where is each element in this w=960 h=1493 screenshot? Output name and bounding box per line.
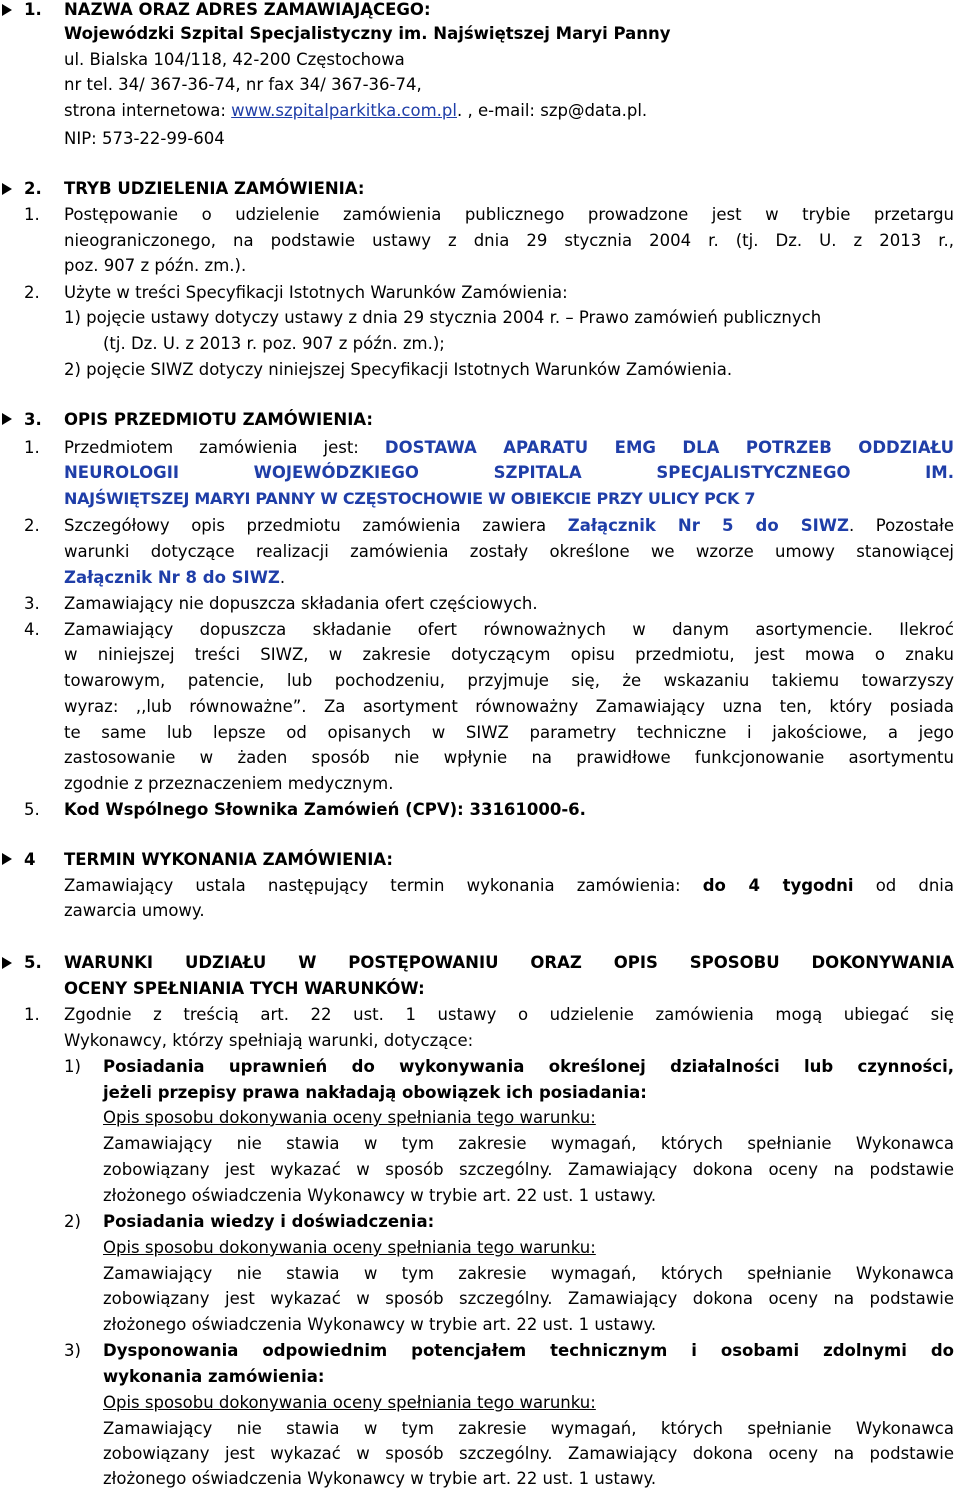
website-link[interactable]: www.szpitalparkitka.com.pl [231, 101, 457, 120]
bullet-arrow-icon [2, 853, 12, 865]
assessment-text: złożonego oświadczenia Wykonawcy w trybie art. 22 ust. 1 ustawy. [103, 1469, 657, 1488]
section-title: WARUNKI UDZIAŁU W POSTĘPOWANIU ORAZ OPIS SPOSOBU DOKONYWANIA [64, 953, 954, 972]
section-number: 2. [24, 179, 42, 198]
section-title: TRYB UDZIELENIA ZAMÓWIENIA: [64, 179, 365, 198]
paragraph-line: Załącznik Nr 8 do SIWZ. [64, 568, 286, 587]
paragraph-line: Zamawiający nie dopuszcza składania ofert częściowych. [64, 594, 538, 613]
paragraph-line: w niniejszej treści SIWZ, w zakresie dotyczącym opisu przedmiotu, jest mowa o znaku [64, 645, 954, 664]
assessment-text: złożonego oświadczenia Wykonawcy w trybie art. 22 ust. 1 ustawy. [103, 1186, 657, 1205]
assessment-text: Zamawiający nie stawia w tym zakresie wymagań, których spełnianie Wykonawca [103, 1264, 954, 1283]
paragraph-line: Użyte w treści Specyfikacji Istotnych Warunków Zamówienia: [64, 283, 568, 302]
section-title: OPIS PRZEDMIOTU ZAMÓWIENIA: [64, 410, 374, 429]
section-title: NAZWA ORAZ ADRES ZAMAWIAJĄCEGO: [64, 0, 431, 19]
condition-number: 3) [64, 1341, 81, 1360]
condition-title: jeżeli przepisy prawa nakładają obowiązek ich posiadania: [103, 1083, 647, 1102]
item-number: 2. [24, 516, 40, 535]
address-street: ul. Bialska 104/118, 42-200 Częstochowa [64, 50, 405, 69]
condition-title: Dysponowania odpowiednim potencjałem technicznym i osobami zdolnymi do [103, 1341, 954, 1360]
sub-item: (tj. Dz. U. z 2013 r. poz. 907 z późn. zm.); [103, 334, 445, 353]
paragraph-line: Szczegółowy opis przedmiotu zamówienia zawiera Załącznik Nr 5 do SIWZ. Pozostałe [64, 516, 954, 535]
item-number: 1. [24, 205, 40, 224]
assessment-text: zobowiązany jest wykazać w sposób szczególny. Zamawiający dokona oceny na podstawie [103, 1289, 954, 1308]
paragraph-line: Postępowanie o udzielenie zamówienia publicznego prowadzone jest w trybie przetargu [64, 205, 954, 224]
item-number: 4. [24, 620, 40, 639]
assessment-text: zobowiązany jest wykazać w sposób szczególny. Zamawiający dokona oceny na podstawie [103, 1160, 954, 1179]
subject-title: DOSTAWA APARATU EMG DLA POTRZEB ODDZIAŁU [384, 438, 954, 457]
paragraph-line: Zgodnie z treścią art. 22 ust. 1 ustawy o udzielenie zamówienia mogą ubiegać się [64, 1005, 954, 1024]
bullet-arrow-icon [2, 4, 12, 16]
section-number: 3. [24, 410, 42, 429]
address-phone: nr tel. 34/ 367-36-74, nr fax 34/ 367-36-74, [64, 75, 422, 94]
bullet-arrow-icon [2, 413, 12, 425]
paragraph-line: towarowym, patencie, lub pochodzeniu, przyjmuje się, że wskazaniu takiemu towarzyszy [64, 671, 954, 690]
subject-title: NEUROLOGII WOJEWÓDZKIEGO SZPITALA SPECJALISTYCZNEGO IM. [64, 463, 954, 482]
item-number: 1. [24, 438, 40, 457]
assessment-heading: Opis sposobu dokonywania oceny spełniania tego warunku: [103, 1393, 596, 1412]
condition-title: Posiadania wiedzy i doświadczenia: [103, 1212, 435, 1231]
deadline: do 4 tygodni [702, 876, 854, 895]
paragraph-line: te same lub lepsze od opisanych w SIWZ parametry techniczne i jakościowe, a jego [64, 723, 954, 742]
condition-number: 1) [64, 1057, 81, 1076]
sub-item: 1) pojęcie ustawy dotyczy ustawy z dnia 29 stycznia 2004 r. – Prawo zamówień publicznych [64, 308, 822, 327]
bullet-arrow-icon [2, 183, 12, 195]
section-title: TERMIN WYKONANIA ZAMÓWIENIA: [64, 850, 394, 869]
assessment-text: zobowiązany jest wykazać w sposób szczególny. Zamawiający dokona oceny na podstawie [103, 1444, 954, 1463]
section-number: 4 [24, 850, 36, 869]
paragraph-line: warunki dotyczące realizacji zamówienia zostały określone we wzorze umowy stanowiącej [64, 542, 954, 561]
paragraph-line: Wykonawcy, którzy spełniają warunki, dotyczące: [64, 1031, 474, 1050]
paragraph-line: poz. 907 z późn. zm.). [64, 256, 247, 275]
bullet-arrow-icon [2, 957, 12, 969]
section-number: 5. [24, 953, 42, 972]
section-number: 1. [24, 0, 42, 19]
sub-item: 2) pojęcie SIWZ dotyczy niniejszej Specyfikacji Istotnych Warunków Zamówienia. [64, 360, 733, 379]
assessment-heading: Opis sposobu dokonywania oceny spełniania tego warunku: [103, 1238, 596, 1257]
assessment-text: złożonego oświadczenia Wykonawcy w trybie art. 22 ust. 1 ustawy. [103, 1315, 657, 1334]
condition-title: wykonania zamówienia: [103, 1367, 325, 1386]
section-title: OCENY SPEŁNIANIA TYCH WARUNKÓW: [64, 979, 425, 998]
paragraph-line: zgodnie z przeznaczeniem medycznym. [64, 774, 394, 793]
attachment-ref: Załącznik Nr 5 do SIWZ [567, 516, 849, 535]
paragraph-line: Zamawiający ustala następujący termin wykonania zamówienia: do 4 tygodni od dnia [64, 876, 954, 895]
paragraph-line: zastosowanie w żaden sposób nie wpłynie na prawidłowe funkcjonowanie asortymentu [64, 748, 954, 767]
assessment-text: Zamawiający nie stawia w tym zakresie wymagań, których spełnianie Wykonawca [103, 1134, 954, 1153]
paragraph-line: Zamawiający dopuszcza składanie ofert równoważnych w danym asortymencie. Ilekroć [64, 620, 954, 639]
item-number: 3. [24, 594, 40, 613]
item-number: 2. [24, 283, 40, 302]
address-web [64, 99, 647, 123]
item-number: 1. [24, 1005, 40, 1024]
assessment-text: Zamawiający nie stawia w tym zakresie wymagań, których spełnianie Wykonawca [103, 1419, 954, 1438]
nip-number: NIP: 573-22-99-604 [64, 129, 225, 148]
cpv-code: Kod Wspólnego Słownika Zamówień (CPV): 33161000-6. [64, 800, 586, 819]
paragraph-line: zawarcia umowy. [64, 901, 205, 920]
web-label: strona internetowa: [64, 101, 232, 120]
subject-label: Przedmiotem zamówienia jest: [64, 438, 385, 457]
assessment-heading: Opis sposobu dokonywania oceny spełniania tego warunku: [103, 1108, 596, 1127]
condition-number: 2) [64, 1212, 81, 1231]
paragraph-line: nieograniczonego, na podstawie ustawy z dnia 29 stycznia 2004 r. (tj. Dz. U. z 2013 r., [64, 231, 954, 250]
email-text: . , e-mail: szp@data.pl. [456, 101, 648, 120]
subject-title: NAJŚWIĘTSZEJ MARYI PANNY W CZĘSTOCHOWIE W OBIEKCIE PRZY ULICY PCK 7 [64, 489, 756, 508]
paragraph-line: wyraz: ,,lub równoważne”. Za asortyment równoważny Zamawiający uzna ten, który posiada [64, 697, 954, 716]
item-number: 5. [24, 800, 40, 819]
paragraph-line [64, 436, 954, 460]
attachment-ref: Załącznik Nr 8 do SIWZ [64, 568, 280, 587]
condition-title: Posiadania uprawnień do wykonywania określonej działalności lub czynności, [103, 1057, 954, 1076]
hospital-name: Wojewódzki Szpital Specjalistyczny im. Najświętszej Maryi Panny [64, 24, 671, 43]
